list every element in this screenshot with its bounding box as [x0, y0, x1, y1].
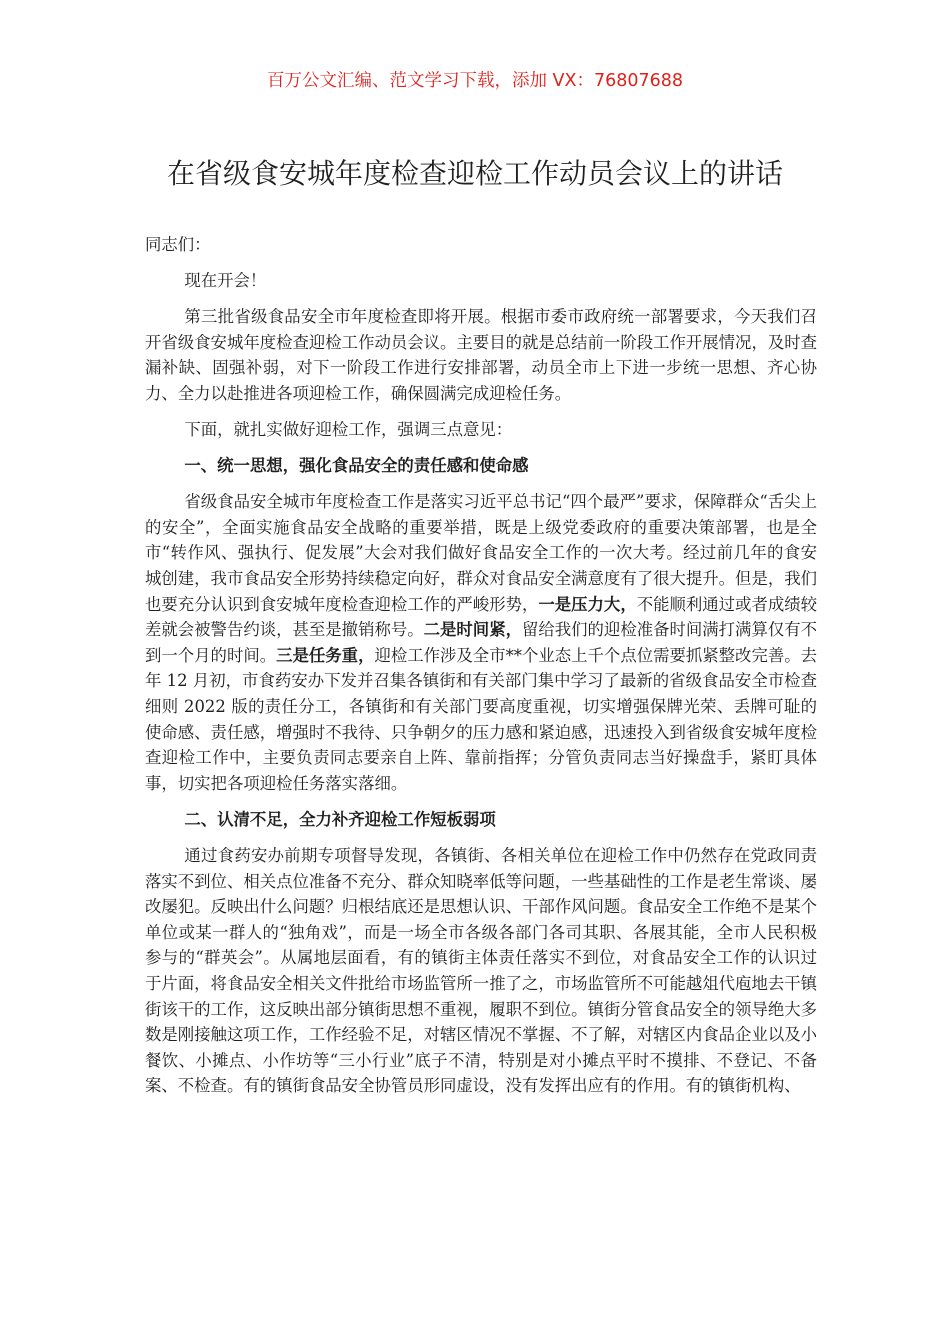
paragraph-section1-text-c: 留给我们的迎检准备时间满打满算仅有不到一个月的时间。 — [145, 620, 818, 665]
document-title: 在省级食安城年度检查迎检工作动员会议上的讲话 — [166, 157, 783, 190]
salutation: 同志们： — [145, 235, 211, 254]
emphasis-task: 三是任务重， — [276, 645, 375, 665]
section-heading-1: 一、统一思想，强化食品安全的责任感和使命感 — [184, 456, 529, 476]
header-banner: 百万公文汇编、范文学习下载，添加 VX：76807688 — [266, 71, 684, 91]
paragraph-lead: 下面，就扎实做好迎检工作，强调三点意见： — [184, 420, 513, 440]
paragraph-section2: 通过食药安办前期专项督导发现，各镇街、各相关单位在迎检工作中仍然存在党政同责落实不到位、相关点位准备不充分、群众知晓率低等问题，一些基础性的工作是老生常谈、屡改屡犯。反映出什么问题？归根结底还是思想认识、干部作风问题。食品安全工作绝不是某个单位或某一群人的“独角戏”，而是一场全市各级各部门各司其职、各展其能，全市人民积极参与的“群英会”。从属地层面看，有的镇街主体责任落实不到位，对食品安全工作的认识过于片面，将食品安全相关文件批给市场监管所一推了之，市场监管所不可能越俎代庖地去干镇街该干的工作，这反映出部分镇街思想不重视，履职不到位。镇街分管食品安全的领导绝大多数是刚接触这项工作，工作经验不足，对辖区情况不掌握、不了解，对辖区内食品企业以及小餐饮、小摊点、小作坊等“三小行业”底子不清，特别是对小摊点平时不摸排、不登记、不备案、不检查。有的镇街食品安全协管员形同虚设，没有发挥出应有的作用。有的镇街机构、 — [145, 845, 818, 1096]
paragraph-section1-text-a: 省级食品安全城市年度检查工作是落实习近平总书记“四个最严”要求，保障群众“舌尖上的安全”，全面实施食品安全战略的重要举措，既是上级党委政府的重要决策部署，也是全市“转作风、强执行、促发展”大会对我们做好食品安全工作的一次大考。经过前几年的食安城创建，我市食品安全形势持续稳定向好，群众对食品安全满意度有了很大提升。但是，我们也要充分认识到食安城年度检查迎检工作的严峻形势， — [145, 492, 818, 614]
document-body — [145, 232, 817, 1109]
paragraph-opening: 现在开会！ — [184, 271, 267, 291]
paragraph-intro: 第三批省级食品安全市年度检查即将开展。根据市委市政府统一部署要求，今天我们召开省级食安城年度检查迎检工作动员会议。主要目的就是总结前一阶段工作开展情况，及时查漏补缺、固强补弱，对下一阶段工作进行安排部署，动员全市上下进一步统一思想、齐心协力、全力以赴推进各项迎检工作，确保圆满完成迎检任务。 — [145, 307, 818, 403]
emphasis-pressure: 一是压力大， — [538, 594, 637, 614]
paragraph-section1-text-b: 不能顺利通过或者成绩较差就会被警告约谈，甚至是撤销称号。 — [145, 594, 818, 640]
emphasis-time: 二是时间紧， — [423, 620, 522, 640]
section-heading-2: 二、认清不足，全力补齐迎检工作短板弱项 — [184, 809, 496, 829]
paragraph-section1-text-d: 迎检工作涉及全市**个业态上千个点位需要抓紧整改完善。去年 12 月初，市食药安办下发并召集各镇街和有关部门集中学习了最新的省级食品安全市检查细则 2022 版的责任分工，各镇街和有关部门要高度重视，切实增强保牌光荣、丢牌可耻的使命感、责任感，增强时不我待、只争朝夕的压力感和紧迫感，迅速投入到省级食安城年度检查迎检工作中，主要负责同志要亲自上阵、靠前指挥；分管负责同志当好操盘手，紧盯具体事，切实把各项迎检任务落实落细。 — [145, 645, 818, 793]
paragraph-section1 — [145, 489, 817, 796]
